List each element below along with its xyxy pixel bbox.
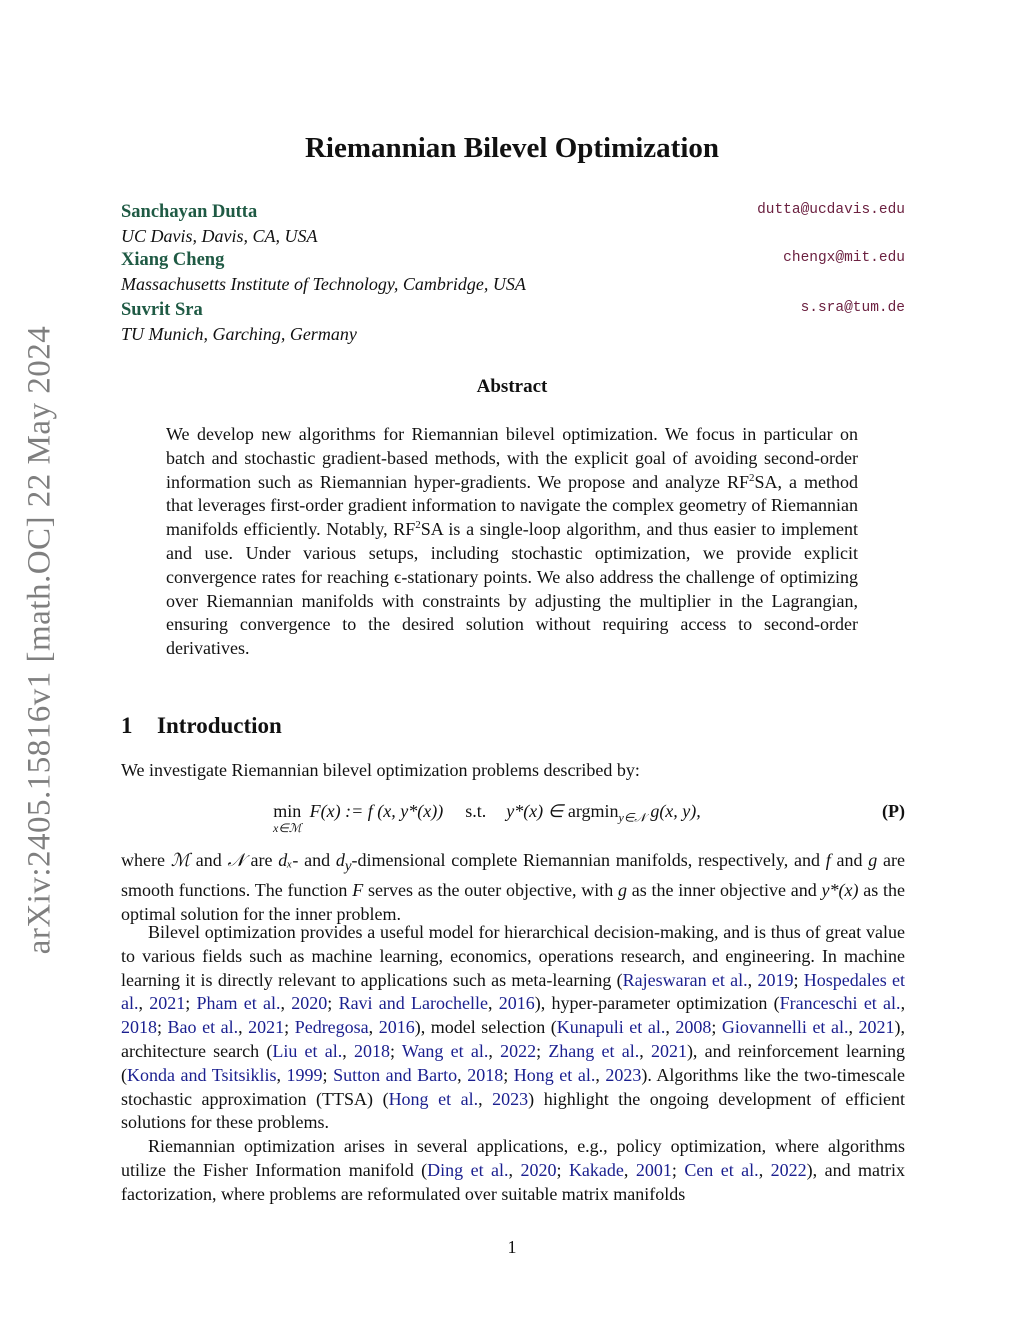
author-affiliation: Massachusetts Institute of Technology, Cambridge, USA [121,274,526,294]
author-email[interactable]: dutta@ucdavis.edu [757,202,905,218]
author-block-1 [121,200,905,248]
intro-paragraph-1: where ℳ and 𝒩 are dₓ- and $d_y$-dimensional complete Riemannian manifolds, respectively, and f and g are smooth functions. The function F serves as the outer objective, with g as the inner objective and y*(x) as the optimal solution for the inner problem. [121,850,905,925]
author-email[interactable]: chengx@mit.edu [783,250,905,266]
page-number: 1 [507,1237,517,1257]
intro-paragraph-2: Bilevel optimization provides a useful model for hierarchical decision-making, and is thus of great value to various fields such as machine learning, economics, operations research, and engineering. In machine learning it is directly relevant to applications such as meta-learning (Rajeswaran et al., 2019; Hospedales et al., 2021; Pham et al., 2020; Ravi and Larochelle, 2016), hyper-parameter optimization (Franceschi et al., 2018; Bao et al., 2021; Pedregosa, 2016), model selection (Kunapuli et al., 2008; Giovannelli et al., 2021), architecture search (Liu et al., 2018; Wang et al., 2022; Zhang et al., 2021), and reinforcement learning (Konda and Tsitsiklis, 1999; Sutton and Barto, 2018; Hong et al., 2023). Algorithms like the two-timescale stochastic approximation (TTSA) (Hong et al., 2023) highlight the ongoing development of efficient solutions for these problems. [121,922,906,1133]
author-name: Xiang Cheng [121,250,225,270]
author-block-2 [121,248,905,296]
citation-link[interactable]: Franceschi et al. [779,993,901,1014]
citation-link[interactable]: Liu et al. [272,1040,343,1061]
section-heading-introduction [121,713,282,739]
author-name: Sanchayan Dutta [121,202,258,222]
intro-lead-paragraph: We investigate Riemannian bilevel optimization problems described by: [121,760,640,780]
citation-link[interactable]: Kunapuli et al. [556,1017,666,1038]
citation-link[interactable]: Pham et al. [196,993,281,1014]
section-title: Introduction [157,713,282,738]
citation-link[interactable]: Ding et al. [427,1159,509,1180]
equation-P [121,800,905,840]
equation-tag: (P) [882,801,905,821]
citation-link[interactable]: Hong et al. [388,1088,479,1109]
section-number: 1 [121,713,133,738]
citation-link[interactable]: Pedregosa [294,1017,369,1038]
author-name: Suvrit Sra [121,300,203,320]
citation-link[interactable]: Konda and Tsitsiklis [127,1064,277,1085]
equation-min-operator: min x∈ℳ [273,801,302,835]
citation-link[interactable]: Wang et al. [401,1040,489,1061]
equation-expression: F(x) := f (x, y*(x)) s.t. y*(x) ∈ argmin$_{y\in 𝒩}$ g(x, y), [309,801,701,825]
citation-link[interactable]: Ravi and Larochelle [338,993,489,1014]
author-block-3 [121,298,905,346]
citation-link[interactable]: Giovannelli et al. [721,1017,849,1038]
citation-link[interactable]: Hospedales et al. [121,969,905,1014]
citation-link[interactable]: Kakade [568,1159,624,1180]
citation-link[interactable]: Zhang et al. [548,1040,640,1061]
citation-link[interactable]: Cen et al. [684,1159,759,1180]
arxiv-identifier-text: arXiv:2405.15816v1 [math.OC] 22 May 2024 [21,325,58,955]
author-email[interactable]: s.sra@tum.de [800,300,905,316]
abstract-heading: Abstract [476,376,548,397]
citation-link[interactable]: Rajeswaran et al. [622,969,748,990]
citation-link[interactable]: Bao et al. [167,1017,239,1038]
author-affiliation: TU Munich, Garching, Germany [121,324,357,344]
intro-paragraph-3: Riemannian optimization arises in several applications, e.g., policy optimization, where algorithms utilize the Fisher Information manifold (Ding et al., 2020; Kakade, 2001; Cen et al., 2022), and matrix factorization, where problems are reformulated over suitable matrix manifolds [121,1136,905,1204]
author-affiliation: UC Davis, Davis, CA, USA [121,226,318,246]
paper-title: Riemannian Bilevel Optimization [304,132,720,164]
abstract-text: We develop new algorithms for Riemannian bilevel optimization. We focus in particular on batch and stochastic gradient-based methods, with the explicit goal of avoiding second-order information such as Riemannian hyper-gradients. We propose and analyze $RF^2SA$, a method that leverages first-order gradient information to navigate the complex geometry of Riemannian manifolds efficiently. Notably, $RF^2SA$ is a single-loop algorithm, and thus easier to implement and use. Under various setups, including stochastic optimization, we provide explicit convergence rates for reaching ϵ-stationary points. We also address the challenge of optimizing over Riemannian manifolds with constraints by adjusting the multiplier in the Lagrangian, ensuring convergence to the desired solution without requiring access to second-order derivatives. [166,424,859,659]
citation-link[interactable]: Hong et al. [513,1064,596,1085]
citation-link[interactable]: Sutton and Barto [333,1064,458,1085]
